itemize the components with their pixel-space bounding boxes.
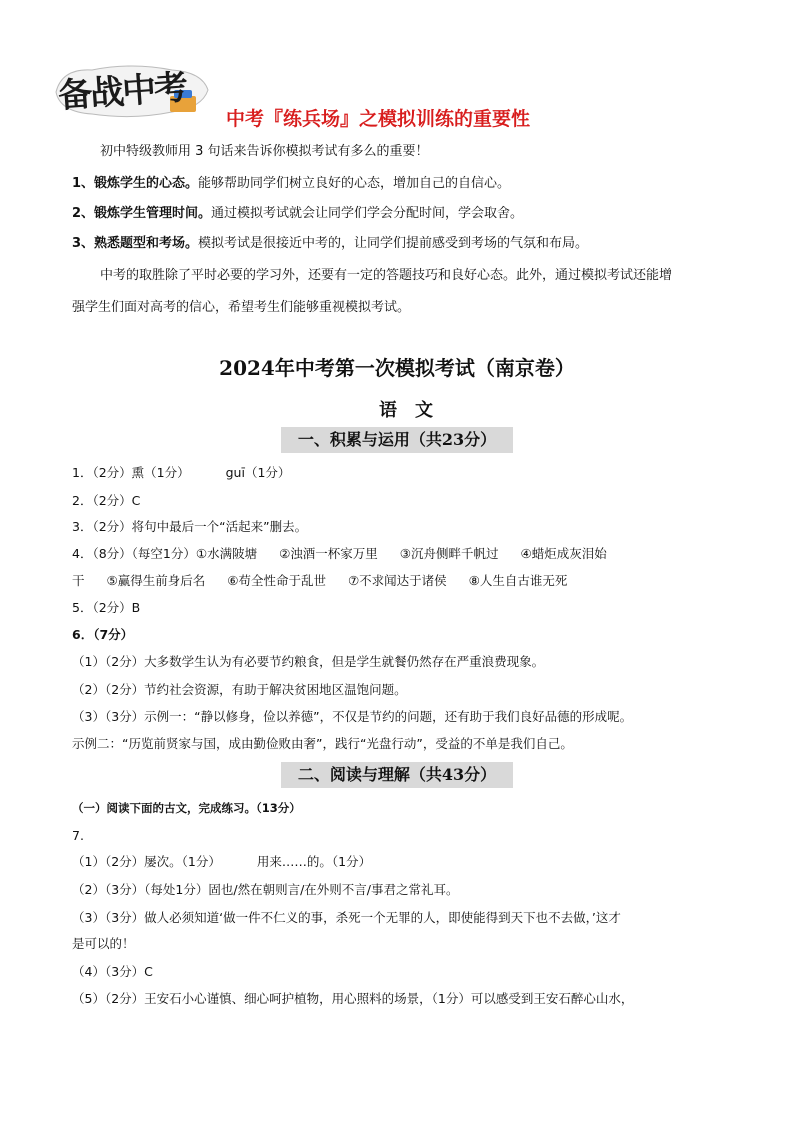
point-1 — [72, 174, 510, 194]
answer-q5: 5．（2分）B — [72, 600, 141, 615]
part-heading: （一）阅读下面的古文，完成练习。（13分） — [72, 801, 301, 815]
point-lead: 1、锻炼学生的心态。 — [72, 176, 199, 191]
answer-q7-4: （4）（3分）C — [72, 964, 153, 979]
answer-q1-b: guī（1分） — [225, 465, 291, 480]
answer-q7-2: （2）（3分）（每处1分）固也/然在朝则言/在外则不言/事君之常礼耳。 — [72, 882, 459, 897]
answer-q1 — [72, 463, 290, 483]
exam-title: 2024年中考第一次模拟考试（南京卷） — [219, 356, 575, 380]
answer-q2: 2．（2分）C — [72, 493, 141, 508]
q4-item: ⑤赢得生前身后名 — [106, 573, 206, 588]
answer-q7-5: （5）（2分）王安石小心谨慎、细心呵护植物，用心照料的场景，（1分）可以感受到王安石醉心山水， — [72, 991, 634, 1006]
subject-title: 语文 — [379, 400, 451, 421]
q4-item: 4．（8分）（每空1分）①水满陂塘 — [72, 546, 258, 561]
closing-line-1: 中考的取胜除了平时必要的学习外，还要有一定的答题技巧和良好心态。此外，通过模拟考试还能增 — [100, 268, 673, 283]
point-text: 模拟考试是很接近中考的，让同学们提前感受到考场的气氛和布局。 — [198, 236, 589, 251]
point-lead: 3、熟悉题型和考场。 — [72, 236, 199, 251]
closing-line-2: 强学生们面对高考的信心，希望考生们能够重视模拟考试。 — [72, 300, 411, 315]
section-heading-2: 二、阅读与理解（共43分） — [281, 762, 513, 788]
answer-q7-1b: 用来……的。（1分） — [256, 854, 372, 869]
point-text: 通过模拟考试就会让同学们学会分配时间，学会取舍。 — [211, 206, 524, 221]
answer-q7-1 — [72, 852, 371, 872]
answer-q1-a: 1．（2分）熏（1分） — [72, 465, 190, 480]
q4-item: ⑥苟全性命于乱世 — [227, 573, 326, 588]
answer-q6-3: （3）（3分）示例一：“静以修身，俭以养德”，不仅是节约的问题，还有助于我们良好品德的形成呢。 — [72, 709, 633, 724]
answer-q6-1: （1）（2分）大多数学生认为有必要节约粮食，但是学生就餐仍然存在严重浪费现象。 — [72, 654, 545, 669]
point-2 — [72, 204, 523, 224]
headline: 中考『练兵场』之模拟训练的重要性 — [226, 108, 531, 130]
point-text: 能够帮助同学们树立良好的心态，增加自己的自信心。 — [198, 176, 511, 191]
q4-item: ③沉舟侧畔千帆过 — [399, 546, 499, 561]
answer-q6-head: 6．（7分） — [72, 627, 134, 642]
logo — [52, 62, 212, 126]
q4-item: ⑧人生自古谁无死 — [468, 573, 568, 588]
answer-q7-3a: （3）（3分）做人必须知道‘做一件不仁义的事，杀死一个无罪的人，即使能得到天下也不去做，’这才 — [72, 910, 621, 925]
answer-q7-1a: （1）（2分）屡次。（1分） — [72, 854, 221, 869]
logo-text: 备战中考 — [57, 67, 188, 117]
point-lead: 2、锻炼学生管理时间。 — [72, 206, 212, 221]
answer-q4-line2 — [72, 571, 567, 591]
answer-q7-head: 7. — [72, 828, 84, 843]
point-3 — [72, 234, 588, 254]
q4-item: ②浊酒一杯家万里 — [279, 546, 378, 561]
q4-item: ⑦不求闻达于诸侯 — [347, 573, 447, 588]
q4-item: 干 — [72, 573, 85, 588]
q4-item: ④蜡炬成灰泪始 — [520, 546, 607, 561]
answer-q6-4: 示例二：“历览前贤家与国，成由勤俭败由奢”，践行“光盘行动”，受益的不单是我们自己。 — [72, 736, 573, 751]
answer-q7-3b: 是可以的！ — [72, 936, 135, 951]
answer-q6-2: （2）（2分）节约社会资源，有助于解决贫困地区温饱问题。 — [72, 682, 407, 697]
intro-text: 初中特级教师用 3 句话来告诉你模拟考试有多么的重要！ — [100, 144, 429, 159]
answer-q3: 3．（2分）将句中最后一个“活起来”删去。 — [72, 519, 308, 534]
answer-q4-line1 — [72, 544, 607, 564]
section-heading-1: 一、积累与运用（共23分） — [281, 427, 513, 453]
